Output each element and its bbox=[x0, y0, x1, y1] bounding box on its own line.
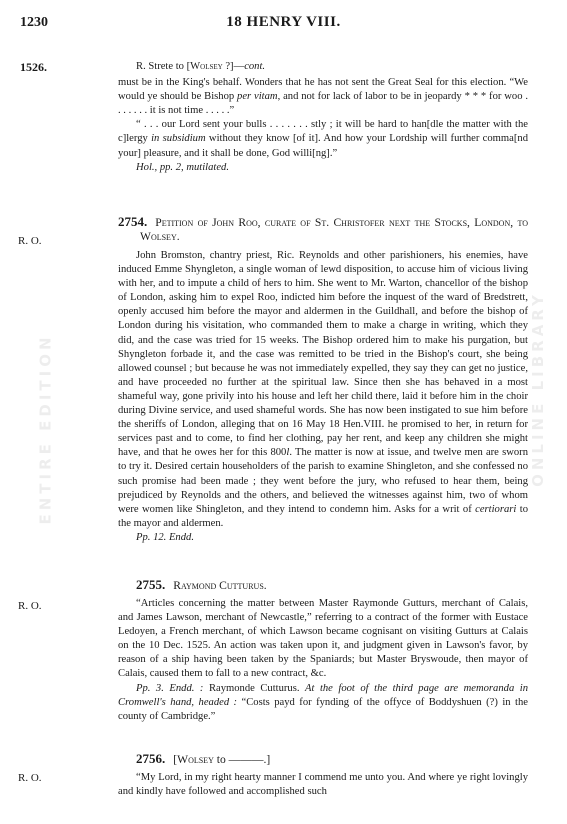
entry-2756 bbox=[118, 752, 528, 799]
continued-note: Hol., pp. 2, mutilated. bbox=[136, 161, 229, 173]
entry-2756-body: “My Lord, in my right hearty manner I commend me unto you. And where ye right lovingly and kindly have followed and accomplished such bbox=[118, 772, 528, 798]
page-number: 1230 bbox=[20, 15, 48, 30]
entry-2755-note: Pp. 3. Endd. : Raymonde Cutturus. At the foot of the third page are memoranda in Cromwell's hand, headed : “Costs payd for fynding of the offyce of Boddyshuen (?) in the county of Cambridge.” bbox=[118, 682, 528, 722]
entry-2756-margin: R. O. bbox=[18, 772, 42, 784]
entry-2756-title: 2756. [Wolsey to ———.] bbox=[136, 751, 271, 766]
entry-2755-title: 2755. Raymond Cutturus. bbox=[136, 577, 267, 592]
year-marker: 1526. bbox=[20, 60, 47, 74]
entry-2755-body: “Articles concerning the matter between Master Raymonde Gutturs, merchant of Calais, and James Lawson, merchant of Newcastle,” referring to a contract of the former with Eustace Ledoyen, a French merchant, of which Lawson became cognisant on visiting Gutturs at Calais on the 10 Dec. 1525. An action was taken upon it, and judgment given in Lawson's favor, by reason of a ship having been taken by the Spaniards; but Master Bryswoude, then mayor of Calais, caused them to fall to a new contract, &c. bbox=[118, 598, 528, 680]
entry-2754 bbox=[118, 215, 528, 545]
entry-2754-title: 2754. Petition of John Roo, curate of St. Christofer next the Stocks, London, to Wolsey. bbox=[118, 214, 528, 243]
entry-2755-margin: R. O. bbox=[18, 600, 42, 612]
watermark-left: ENTIRE EDITION bbox=[36, 333, 55, 525]
running-title: 18 HENRY VIII. bbox=[226, 14, 341, 30]
continued-paragraph-2: “ . . . our Lord sent your bulls . . . . . . . stly ; it will be hard to han[dle the matter with the c]lergy in subsidium without they know [of it]. And how your Lordship will further comma[nd your] pleasure, and it shall be done, God willi[ng].” bbox=[118, 119, 528, 159]
entry-2754-margin: R. O. bbox=[18, 235, 42, 247]
entry-2754-note: Pp. 12. Endd. bbox=[136, 531, 194, 543]
entry-2755 bbox=[118, 578, 528, 724]
entry-2754-body: John Bromston, chantry priest, Ric. Reynolds and other parishioners, his enemies, have induced Emme Shyngleton, a single woman of lewd disposition, to accuse him of vicious living with her, and to impute a child of hers to him. She went to Mr. Warton, chancellor of the bishop of London, asking him to expel Roo, indicted him before the inquest of the ward of Bredstrett, openly accused him before the mayor and aldermen in the Guildhall, and before the bishop of London during his visitation, who commanded them to make a charge in writing, which they did, and the case was tried for 15 weeks. The Bishop ordered him to make his purgation, but Shyngleton forbade it, and the case was remitted to be tried in the Bishop's court, she being allowed counsel ; but because he was not immediately expelled, they say they can get no justice, and have proceeded no further at the spiritual law. Since then she has behaved in a most shameful way, gone privily into his house and left her child there, laid it before him in the choir during Divine service, and used shameful words. She has now been instigated to sue him before the sheriffs of London, alleging that on 16 May 18 Hen.VIII. he promised to her, in return for services past and to come, to find her clothing, pay her rent, and keep any children she might have, and that he owes her for this 800l. The matter is now at issue, and twelve men are sworn to try it. Desired certain householders of the parish to examine Shingleton, and she confessed no such promise had been made ; they went before the jury, who refused to hear them, being prejudiced by Reynolds and the others, and believed the witnesses against him, two of whom were women like Shingleton, and they intend to condemn him. Asks for a writ of certiorari to the mayor and aldermen. bbox=[118, 250, 528, 529]
continued-entry bbox=[118, 60, 528, 175]
continued-paragraph-1: must be in the King's behalf. Wonders that he has not sent the Great Seal for this election. “We would ye should be Bishop per vitam, and not for lack of labor to be in jeopardy * * * for woo . . . . . . . it is not time . . . . .” bbox=[118, 77, 528, 117]
watermark-right: ONLINE LIBRARY bbox=[528, 291, 547, 487]
continued-heading: R. Strete to [Wolsey ?]—cont. bbox=[136, 61, 266, 72]
